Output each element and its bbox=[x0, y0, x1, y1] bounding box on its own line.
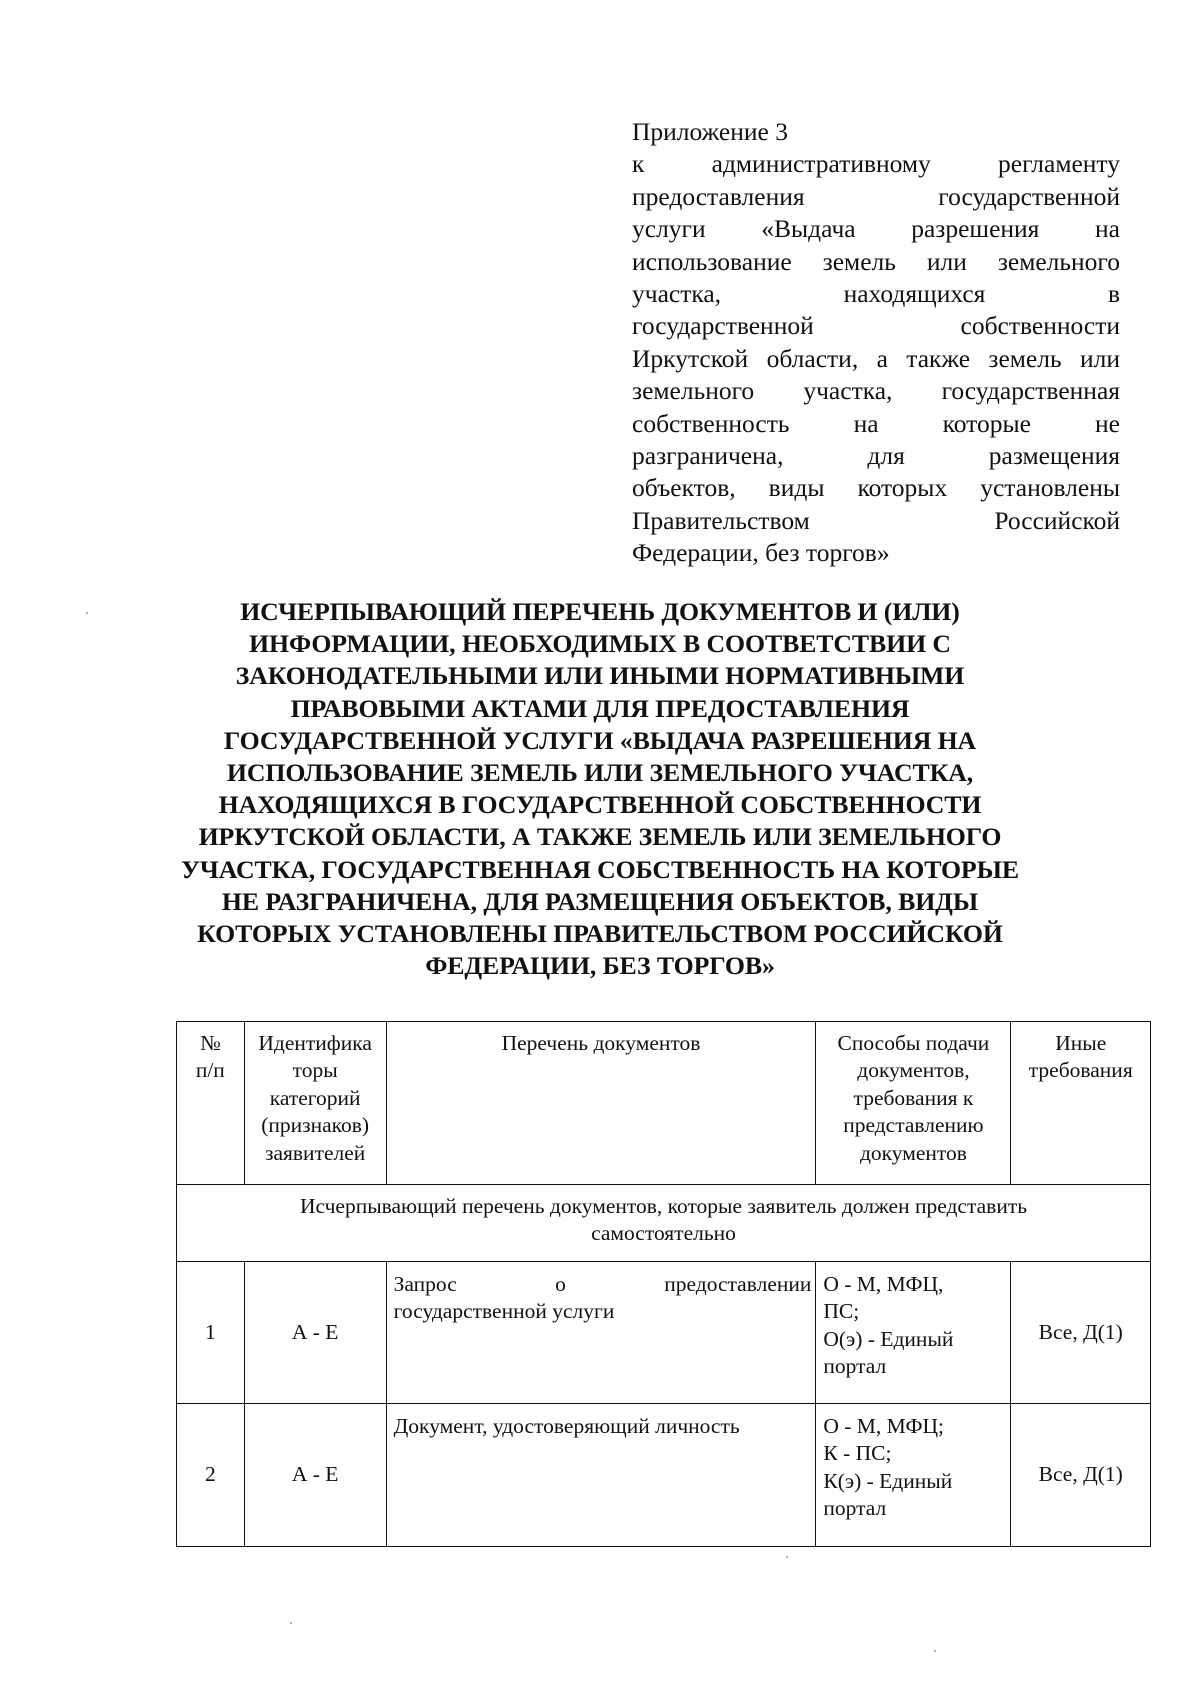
header-line: торы bbox=[292, 1058, 338, 1083]
header-line: (признаков) bbox=[261, 1113, 370, 1138]
header-line: № bbox=[200, 1031, 221, 1055]
section-line: Исчерпывающий перечень документов, которые заявитель должен представить bbox=[299, 1194, 1028, 1218]
appendix-line: к административному регламенту bbox=[632, 149, 1120, 179]
appendix-body bbox=[632, 148, 1120, 537]
header-line: документов, bbox=[857, 1058, 970, 1083]
title-line: УЧАСТКА, ГОСУДАРСТВЕННАЯ СОБСТВЕННОСТЬ НА КОТОРЫЕ bbox=[181, 854, 1019, 884]
method-line: портал bbox=[823, 1354, 887, 1379]
appendix-heading: Приложение 3 bbox=[632, 117, 788, 146]
header-line: Иные bbox=[1055, 1031, 1107, 1055]
section-row bbox=[177, 1185, 1151, 1262]
title-line: ИСЧЕРПЫВАЮЩИЙ ПЕРЕЧЕНЬ ДОКУМЕНТОВ И (ИЛИ) bbox=[240, 597, 960, 626]
appendix-line: использование земель или земельного bbox=[632, 246, 1120, 276]
section-cell bbox=[177, 1185, 1151, 1262]
header-line: требования к bbox=[853, 1085, 974, 1110]
header-line: документов bbox=[859, 1140, 967, 1165]
appendix-last-line: Федерации, без торгов» bbox=[632, 538, 890, 568]
row-document: Запрос о предоставлении государственной услуги bbox=[386, 1262, 816, 1404]
table-header-row bbox=[177, 1022, 1151, 1185]
scan-speck bbox=[786, 1556, 788, 1558]
header-line: категорий bbox=[269, 1085, 361, 1110]
header-line: заявителей bbox=[264, 1140, 366, 1165]
header-line: представлению bbox=[843, 1113, 984, 1138]
title-line: ИНФОРМАЦИИ, НЕОБХОДИМЫХ В СООТВЕТСТВИИ С bbox=[249, 629, 951, 659]
header-line: Способы подачи bbox=[837, 1031, 990, 1055]
method-line: О - М, МФЦ; bbox=[823, 1414, 944, 1438]
header-other bbox=[1011, 1022, 1151, 1185]
appendix-line: участка, находящихся в bbox=[632, 279, 1120, 309]
appendix-reference bbox=[632, 116, 1120, 570]
table-row bbox=[177, 1404, 1151, 1547]
header-list: Перечень документов bbox=[386, 1022, 816, 1185]
row-num: 2 bbox=[177, 1404, 245, 1547]
row-methods bbox=[816, 1262, 1011, 1404]
title-line: ПРАВОВЫМИ АКТАМИ ДЛЯ ПРЕДОСТАВЛЕНИЯ bbox=[290, 693, 910, 723]
title-line: ИСПОЛЬЗОВАНИЕ ЗЕМЕЛЬ ИЛИ ЗЕМЕЛЬНОГО УЧАСТКА, bbox=[226, 758, 974, 788]
row-other: Все, Д(1) bbox=[1011, 1404, 1151, 1547]
row-other: Все, Д(1) bbox=[1011, 1262, 1151, 1404]
header-num bbox=[177, 1022, 245, 1185]
title-line: ЗАКОНОДАТЕЛЬНЫМИ ИЛИ ИНЫМИ НОРМАТИВНЫМИ bbox=[235, 661, 965, 691]
method-line: К - ПС; bbox=[823, 1441, 892, 1466]
title-line: КОТОРЫХ УСТАНОВЛЕНЫ ПРАВИТЕЛЬСТВОМ РОССИЙСКОЙ bbox=[197, 919, 1003, 949]
appendix-line: разграничена, для размещения bbox=[632, 441, 1120, 471]
document-word: предоставлении bbox=[664, 1272, 812, 1296]
method-line: К(э) - Единый bbox=[823, 1468, 953, 1493]
appendix-line: собственность на которые не bbox=[632, 408, 1120, 438]
scan-speck bbox=[290, 1622, 292, 1624]
document-title bbox=[150, 596, 1050, 982]
appendix-line: объектов, виды которых установлены bbox=[632, 473, 1120, 503]
document-word: Запрос bbox=[393, 1272, 457, 1296]
header-methods bbox=[816, 1022, 1011, 1185]
header-ident bbox=[244, 1022, 386, 1185]
appendix-line: услуги «Выдача разрешения на bbox=[632, 214, 1120, 244]
row-ident: А - Е bbox=[244, 1404, 386, 1547]
title-line: ГОСУДАРСТВЕННОЙ УСЛУГИ «ВЫДАЧА РАЗРЕШЕНИЯ НА bbox=[223, 725, 977, 755]
appendix-line: государственной собственности bbox=[632, 311, 1120, 341]
method-line: портал bbox=[823, 1496, 887, 1521]
appendix-line: земельного участка, государственная bbox=[632, 376, 1120, 406]
documents-table bbox=[176, 1021, 1151, 1547]
header-line: требования bbox=[1028, 1058, 1133, 1083]
table-row bbox=[177, 1262, 1151, 1404]
appendix-line: Иркутской области, а также земель или bbox=[632, 343, 1120, 373]
method-line: ПС; bbox=[823, 1299, 860, 1324]
scan-speck bbox=[934, 1650, 936, 1652]
title-line: НЕ РАЗГРАНИЧЕНА, ДЛЯ РАЗМЕЩЕНИЯ ОБЪЕКТОВ, ВИДЫ bbox=[221, 886, 979, 916]
scan-speck bbox=[86, 612, 88, 614]
title-line: ФЕДЕРАЦИИ, БЕЗ ТОРГОВ» bbox=[425, 951, 775, 981]
row-methods bbox=[816, 1404, 1011, 1547]
row-document: Документ, удостоверяющий личность bbox=[386, 1404, 816, 1547]
document-word: о bbox=[555, 1272, 566, 1296]
row-ident: А - Е bbox=[244, 1262, 386, 1404]
header-line: п/п bbox=[195, 1058, 225, 1083]
method-line: О - М, МФЦ, bbox=[823, 1272, 944, 1296]
appendix-line: предоставления государственной bbox=[632, 181, 1120, 211]
title-line: НАХОДЯЩИХСЯ В ГОСУДАРСТВЕННОЙ СОБСТВЕННОСТИ bbox=[218, 790, 982, 820]
section-line: самостоятельно bbox=[591, 1221, 736, 1246]
method-line: О(э) - Единый bbox=[823, 1326, 954, 1351]
title-line: ИРКУТСКОЙ ОБЛАСТИ, А ТАКЖЕ ЗЕМЕЛЬ ИЛИ ЗЕМЕЛЬНОГО bbox=[198, 822, 1002, 852]
appendix-line: Правительством Российской bbox=[632, 505, 1120, 535]
header-line: Идентифика bbox=[258, 1031, 372, 1055]
row-num: 1 bbox=[177, 1262, 245, 1404]
